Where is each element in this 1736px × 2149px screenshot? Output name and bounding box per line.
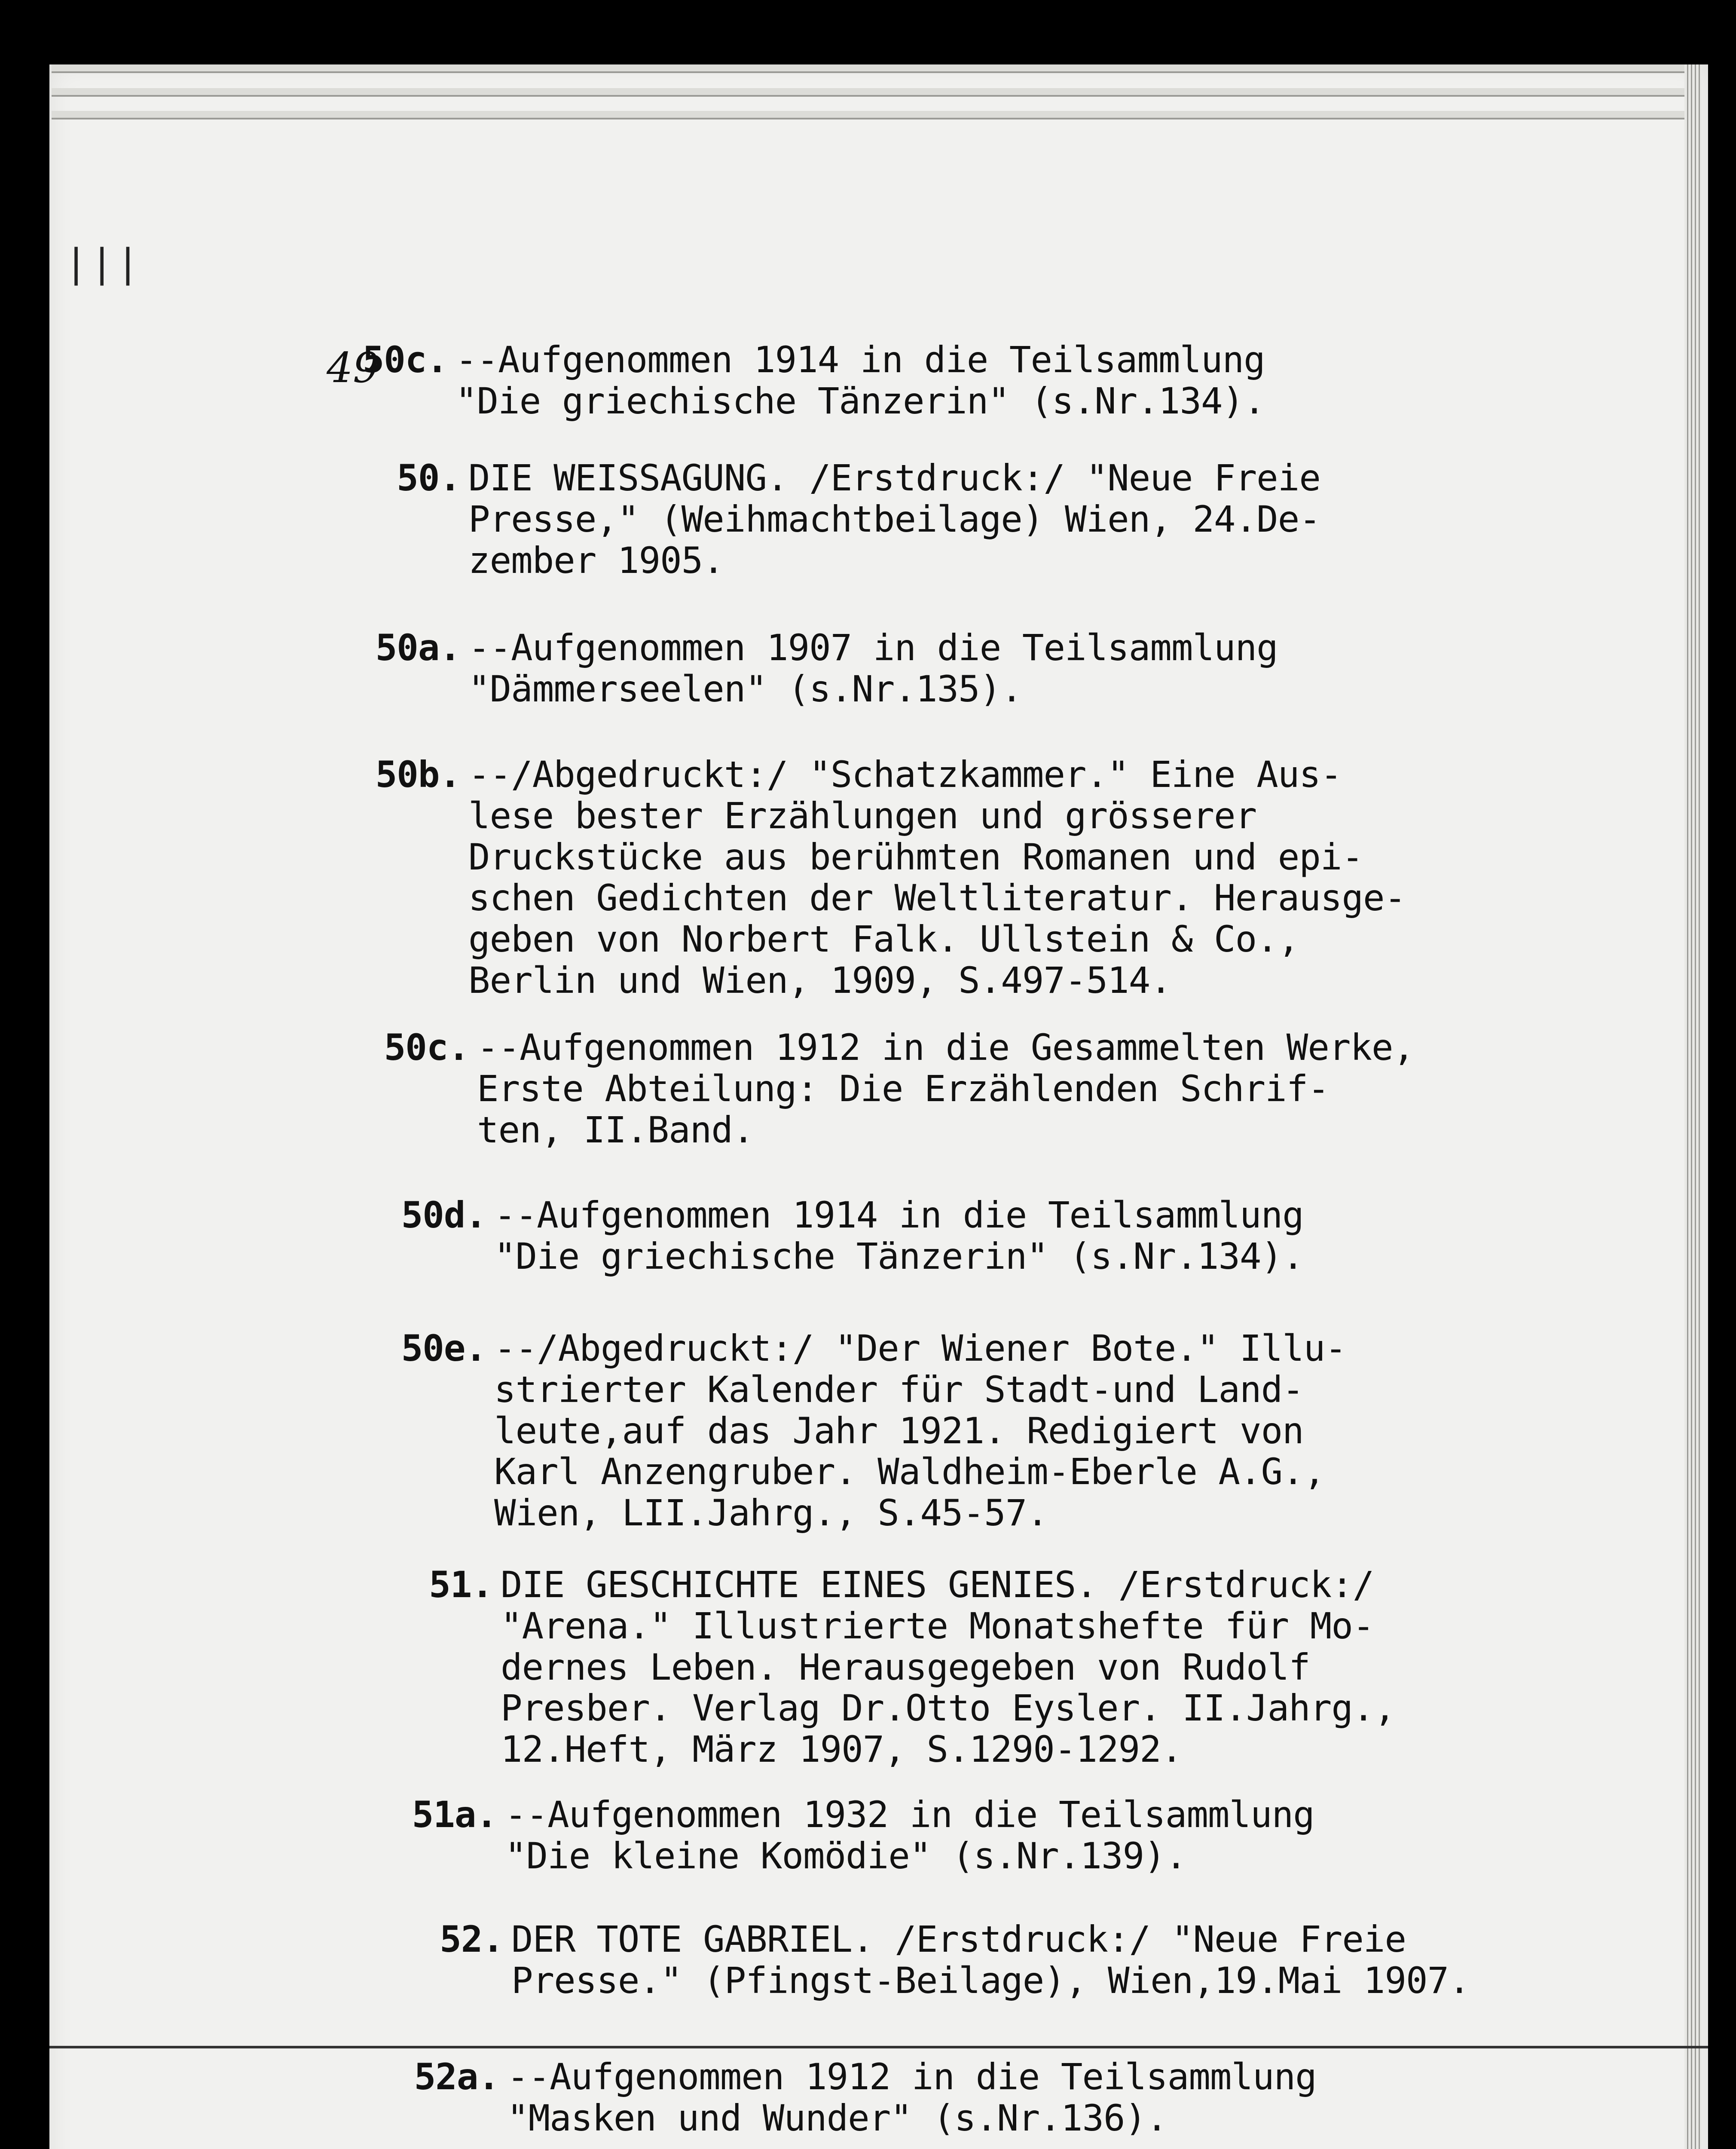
entry-line: Druckstücke aus berühmten Romanen und epi- xyxy=(468,836,1363,878)
entry-line: dernes Leben. Herausgegeben von Rudolf xyxy=(501,1646,1310,1688)
entry-line: DER TOTE GABRIEL. /Erstdruck:/ "Neue Freie xyxy=(511,1918,1406,1960)
entry xyxy=(440,1918,1470,2002)
left-margin-ticks: ||| xyxy=(64,241,142,286)
entry xyxy=(429,1564,1396,1770)
entry xyxy=(414,2056,1317,2139)
entry-line: lese bester Erzählungen und grösserer xyxy=(468,794,1257,837)
entry-line: --/Abgedruckt:/ "Der Wiener Bote." Illu- xyxy=(494,1327,1346,1369)
right-sheet-edges xyxy=(1684,64,1702,2149)
entry-number: 52. xyxy=(440,1918,504,1960)
entry-line: --Aufgenommen 1907 in die Teilsammlung xyxy=(468,627,1278,669)
entry-line: Wien, LII.Jahrg., S.45-57. xyxy=(494,1492,1048,1534)
handwritten-margin-note: 49 xyxy=(327,344,379,392)
entry xyxy=(401,1194,1304,1277)
entry-line: "Dämmerseelen" (s.Nr.135). xyxy=(468,667,1022,710)
entry-line: --/Abgedruckt:/ "Schatzkammer." Eine Aus- xyxy=(468,753,1342,796)
entry xyxy=(375,627,1278,710)
entry-number: 50. xyxy=(397,457,461,499)
sheet-edge xyxy=(52,64,1702,73)
entry xyxy=(401,1327,1346,1534)
entry-line: "Masken und Wunder" (s.Nr.136). xyxy=(507,2097,1168,2139)
entry-number: 50c. xyxy=(384,1026,469,1068)
entry-number: 50d. xyxy=(401,1194,486,1236)
entry-line: Presber. Verlag Dr.Otto Eysler. II.Jahrg., xyxy=(501,1687,1396,1730)
entry-line: DIE WEISSAGUNG. /Erstdruck:/ "Neue Freie xyxy=(468,457,1320,499)
entry-line: Berlin und Wien, 1909, S.497-514. xyxy=(468,959,1171,1001)
entry-number: 51a. xyxy=(412,1794,497,1836)
sheet-edge xyxy=(52,88,1702,97)
entry-line: 12.Heft, März 1907, S.1290-1292. xyxy=(501,1728,1183,1770)
entry xyxy=(412,1794,1314,1877)
entry-line: schen Gedichten der Weltliteratur. Herausge- xyxy=(468,877,1406,919)
sheet-fold-line xyxy=(49,2046,1708,2048)
entry-line: ten, II.Band. xyxy=(477,1108,754,1151)
entry-line: Presse." (Pfingst-Beilage), Wien,19.Mai 1907. xyxy=(511,1959,1470,2002)
entry-line: Presse," (Weihmachtbeilage) Wien, 24.De- xyxy=(468,498,1320,540)
entry-line: Erste Abteilung: Die Erzählenden Schrif- xyxy=(477,1067,1329,1110)
entry-line: geben von Norbert Falk. Ullstein & Co., xyxy=(468,918,1299,960)
sheet-edge xyxy=(52,111,1702,119)
entry xyxy=(384,1026,1415,1151)
entry-line: --Aufgenommen 1914 in die Teilsammlung xyxy=(494,1194,1304,1236)
entry xyxy=(397,457,1320,582)
entry-line: leute,auf das Jahr 1921. Redigiert von xyxy=(494,1409,1304,1452)
entry-line: Karl Anzengruber. Waldheim-Eberle A.G., xyxy=(494,1451,1325,1493)
entry-line: strierter Kalender für Stadt-und Land- xyxy=(494,1368,1304,1411)
entry-line: DIE GESCHICHTE EINES GENIES. /Erstdruck:/ xyxy=(501,1564,1374,1606)
entry-number: 50c. xyxy=(362,339,448,381)
entry-line: zember 1905. xyxy=(468,539,724,582)
entry-line: --Aufgenommen 1912 in die Teilsammlung xyxy=(507,2056,1317,2098)
entry-line: --Aufgenommen 1914 in die Teilsammlung xyxy=(455,339,1265,381)
entry-line: "Die griechische Tänzerin" (s.Nr.134). xyxy=(494,1235,1304,1277)
entry-number: 52a. xyxy=(414,2056,499,2098)
entry-number: 50a. xyxy=(375,627,461,669)
entry-line: "Die kleine Komödie" (s.Nr.139). xyxy=(505,1834,1187,1877)
entry-line: "Die griechische Tänzerin" (s.Nr.134). xyxy=(455,380,1265,422)
entry-line: --Aufgenommen 1912 in die Gesammelten Werke, xyxy=(477,1026,1415,1068)
entry-number: 50e. xyxy=(401,1327,486,1369)
entry xyxy=(375,753,1406,1001)
entry xyxy=(362,339,1265,422)
entry-number: 51. xyxy=(429,1564,493,1606)
entry-line: --Aufgenommen 1932 in die Teilsammlung xyxy=(505,1794,1314,1836)
entry-line: "Arena." Illustrierte Monatshefte für Mo- xyxy=(501,1604,1374,1647)
entry-number: 50b. xyxy=(375,753,461,796)
